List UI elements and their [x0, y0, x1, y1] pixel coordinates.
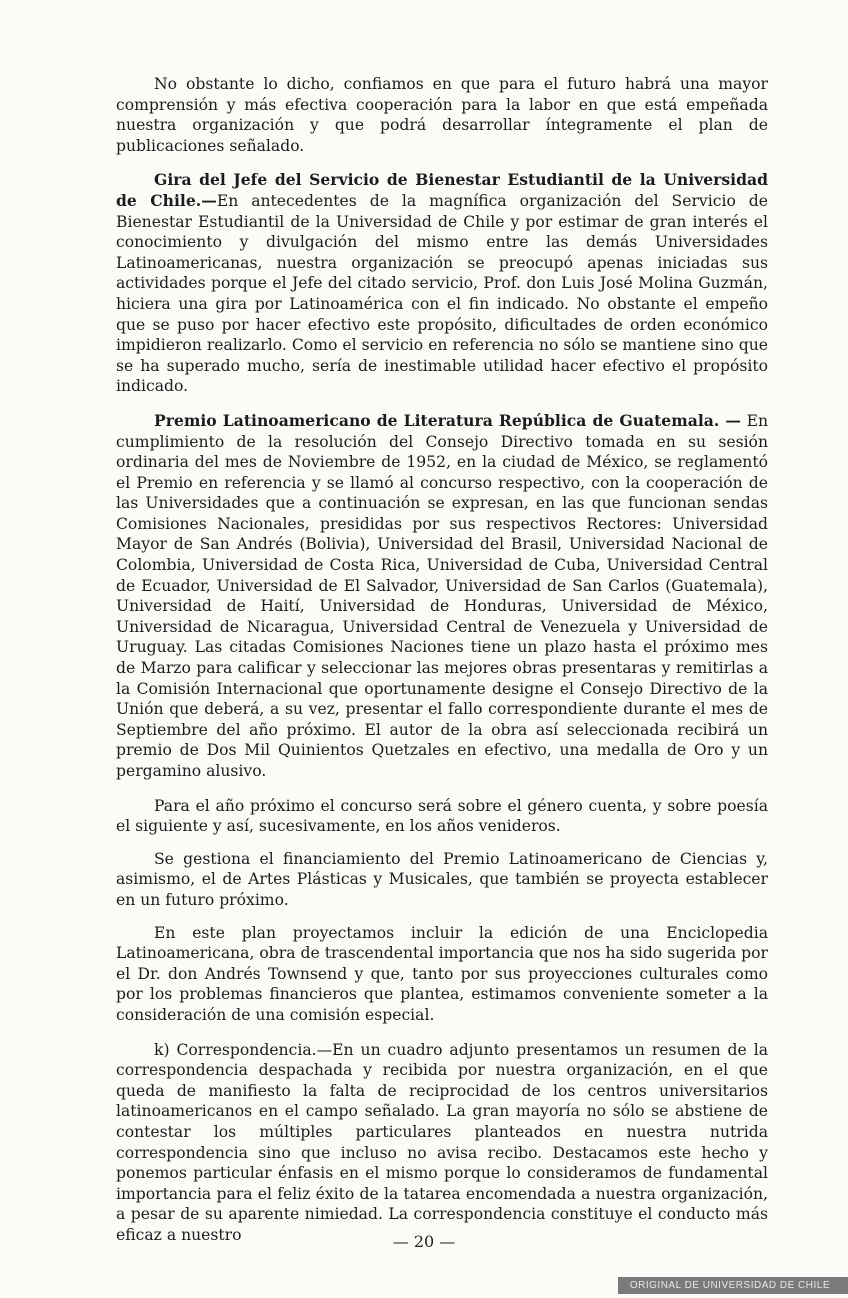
paragraph-publicaciones	[116, 74, 768, 156]
paragraph-body: k) Correspondencia.—En un cuadro adjunto presentamos un resumen de la correspondencia despachada y recibida por nuestra organización, en el que queda de manifiesto la falta de reciprocidad de los centros universitarios latinoamericanos en el campo señalado. La gran mayoría no sólo se abstiene de contestar los múltiples particulares planteados en nuestra nutrida correspondencia sino que incluso no avisa recibo. Destacamos este hecho y ponemos particular énfasis en el mismo porque lo consideramos de fundamental importancia para el feliz éxito de la tatarea encomendada a nuestra organización, a pesar de su aparente nimiedad. La correspondencia constituye el conducto más eficaz a nuestro	[116, 1040, 768, 1244]
paragraph-body: En este plan proyectamos incluir la edición de una Enciclopedia Latinoamericana, obra de trascendental importancia que nos ha sido sugerida por el Dr. don Andrés Townsend y que, tanto por sus proyecciones culturales como por los problemas financieros que plantea, estimamos conveniente someter a la consideración de una comisión especial.	[116, 923, 768, 1024]
paragraph-enciclopedia	[116, 923, 768, 1026]
paragraph-concurso-proximo	[116, 796, 768, 837]
paragraph-body: Se gestiona el financiamiento del Premio Latinoamericano de Ciencias y, asimismo, el de Artes Plásticas y Musicales, que también se proyecta establecer en un futuro próximo.	[116, 849, 768, 909]
paragraph-body: En cumplimiento de la resolución del Consejo Directivo tomada en su sesión ordinaria del mes de Noviembre de 1952, en la ciudad de México, se reglamentó el Premio en referencia y se llamó al concurso respectivo, con la cooperación de las Universidades que a continuación se expresan, en las que funcionan sendas Comisiones Nacionales, presididas por sus respectivos Rectores: Universidad Mayor de San Andrés (Bolivia), Universidad del Brasil, Universidad Nacional de Colombia, Universidad de Costa Rica, Universidad de Cuba, Universidad Central de Ecuador, Universidad de El Salvador, Universidad de San Carlos (Guatemala), Universidad de Haití, Universidad de Honduras, Universidad de México, Universidad de Nicaragua, Universidad Central de Venezuela y Universidad de Uruguay. Las citadas Comisiones Naciones tiene un plazo hasta el próximo mes de Marzo para calificar y seleccionar las mejores obras presentaras y remitirlas a la Comisión Internacional que oportunamente designe el Consejo Directivo de la Unión que deberá, a su vez, presentar el fallo correspondiente durante el mes de Septiembre del año próximo. El autor de la obra así seleccionada recibirá un premio de Dos Mil Quinientos Quetzales en efectivo, una medalla de Oro y un pergamino alusivo.	[116, 411, 768, 780]
section-heading-gira: Gira del Jefe del Servicio de Bienestar Estudiantil de la Universidad de Chile.—	[116, 170, 768, 210]
paragraph-premio-literatura	[116, 411, 768, 782]
archive-watermark-label: ORIGINAL DE UNIVERSIDAD DE CHILE	[618, 1277, 848, 1294]
paragraph-correspondencia	[116, 1040, 768, 1246]
page-number: — 20 —	[392, 1232, 456, 1251]
section-heading-premio: Premio Latinoamericano de Literatura República de Guatemala. —	[154, 410, 741, 430]
paragraph-body: No obstante lo dicho, confiamos en que para el futuro habrá una mayor comprensión y más efectiva cooperación para la labor en que está empeñada nuestra organización y que podrá desarrollar íntegramente el plan de publicaciones señalado.	[116, 75, 768, 155]
paragraph-premio-ciencias	[116, 849, 768, 911]
document-page	[116, 74, 768, 1259]
paragraph-body: Para el año próximo el concurso será sobre el género cuenta, y sobre poesía el siguiente y así, sucesivamente, en los años venideros.	[116, 796, 768, 836]
paragraph-gira-bienestar	[116, 170, 768, 397]
paragraph-body: En antecedentes de la magnífica organización del Servicio de Bienestar Estudiantil de la Universidad de Chile y por estimar de gran interés el conocimiento y divulgación del mismo entre las demás Universidades Latinoamericanas, nuestra organización se preocupó apenas iniciadas sus actividades porque el Jefe del citado servicio, Prof. don Luis José Molina Guzmán, hiciera una gira por Latinoamérica con el fin indicado. No obstante el empeño que se puso por hacer efectivo este propósito, dificultades de orden económico impidieron realizarlo. Como el servicio en referencia no sólo se mantiene sino que se ha superado mucho, sería de inestimable utilidad hacer efectivo el propósito indicado.	[116, 191, 768, 396]
